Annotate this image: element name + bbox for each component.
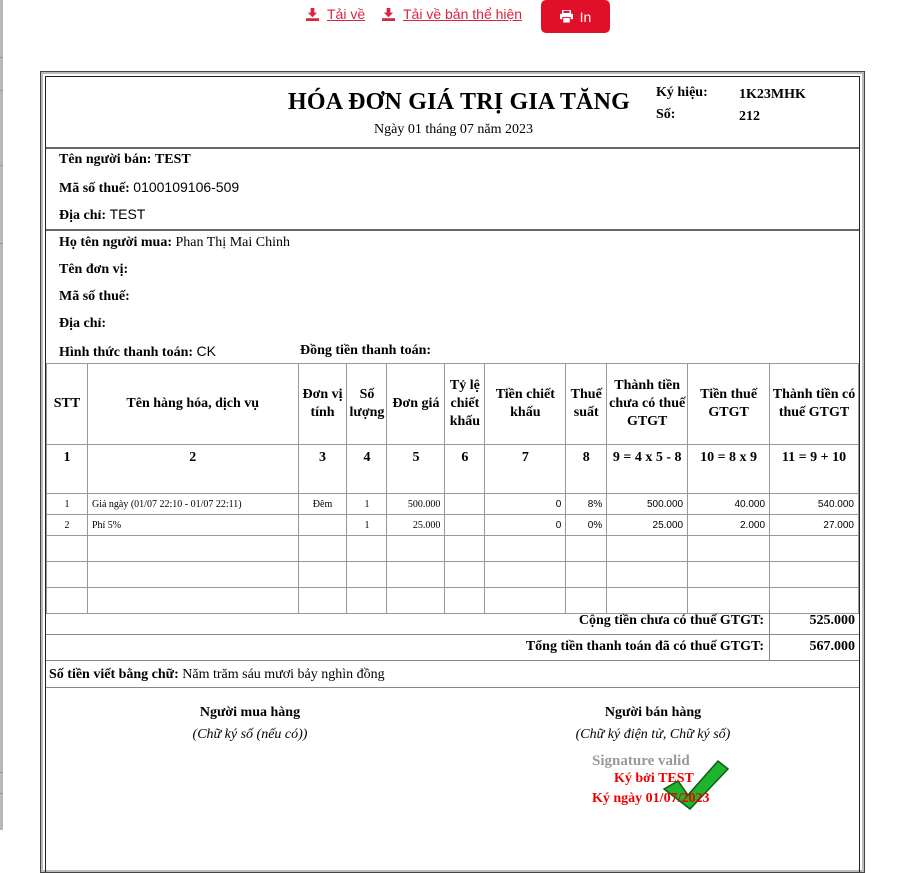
seller-tax bbox=[59, 179, 239, 197]
empty-row bbox=[47, 562, 859, 588]
col-number: 1 bbox=[47, 445, 88, 494]
cell-qty: 1 bbox=[347, 494, 387, 515]
download-view-label: Tải về bản thể hiện bbox=[403, 6, 523, 22]
col-number: 6 bbox=[445, 445, 485, 494]
buyer-name-value: Phan Thị Mai Chinh bbox=[175, 235, 290, 250]
printer-icon bbox=[560, 10, 573, 23]
items-table bbox=[46, 363, 859, 614]
buyer-address-label: Địa chỉ: bbox=[59, 316, 107, 331]
col-number: 11 = 9 + 10 bbox=[770, 445, 859, 494]
invoice-body bbox=[45, 76, 860, 872]
seller-name-label: Tên người bán: bbox=[59, 152, 152, 167]
buyer-tax bbox=[59, 289, 130, 305]
number-value: 212 bbox=[739, 109, 760, 124]
cell-vat-rate: 8% bbox=[566, 494, 607, 515]
col-header: Tiền thuế GTGT bbox=[688, 364, 770, 445]
grand-total-row bbox=[46, 635, 859, 661]
invoice bbox=[40, 71, 865, 873]
col-header: Tỷ lệ chiết khấu bbox=[445, 364, 485, 445]
cell-disc-rate bbox=[445, 515, 485, 536]
seller-name bbox=[59, 152, 191, 168]
signed-by: Ký bởi TEST bbox=[614, 771, 694, 786]
buyer-signature bbox=[150, 705, 350, 743]
col-number: 5 bbox=[387, 445, 445, 494]
cell-stt: 1 bbox=[47, 494, 88, 515]
buyer-sign-sub: (Chữ ký số (nếu có)) bbox=[192, 727, 308, 742]
download-view-link[interactable] bbox=[382, 6, 522, 22]
seller-address-value: TEST bbox=[109, 206, 146, 222]
cell-pre-tax: 25.000 bbox=[607, 515, 688, 536]
buyer-section bbox=[46, 231, 859, 363]
col-header: Thành tiền chưa có thuế GTGT bbox=[607, 364, 688, 445]
seller-name-value: TEST bbox=[154, 152, 191, 167]
col-header: Số lượng bbox=[347, 364, 387, 445]
cell-total: 27.000 bbox=[770, 515, 859, 536]
col-header: Tên hàng hóa, dịch vụ bbox=[87, 364, 298, 445]
download-icon bbox=[382, 8, 395, 21]
download-link[interactable] bbox=[306, 6, 365, 22]
grand-total-label: Tổng tiền thanh toán đã có thuế GTGT: bbox=[525, 639, 764, 654]
cell-name: Phí 5% bbox=[87, 515, 298, 536]
download-label: Tải về bbox=[327, 6, 366, 22]
col-header: Tiền chiết khấu bbox=[485, 364, 566, 445]
cell-vat: 40.000 bbox=[688, 494, 770, 515]
buyer-tax-label: Mã số thuế: bbox=[59, 289, 130, 304]
table-row bbox=[47, 494, 859, 515]
col-number: 9 = 4 x 5 - 8 bbox=[607, 445, 688, 494]
col-number: 2 bbox=[87, 445, 298, 494]
cell-disc-amount: 0 bbox=[485, 494, 566, 515]
cell-name: Giá ngày (01/07 22:10 - 01/07 22:11) bbox=[87, 494, 298, 515]
signed-on: Ký ngày 01/07/2023 bbox=[592, 791, 710, 806]
totals-section bbox=[46, 609, 859, 661]
seller-sign-sub: (Chữ ký điện tử, Chữ ký số) bbox=[575, 727, 731, 742]
buyer-name bbox=[59, 235, 290, 251]
cell-stt: 2 bbox=[47, 515, 88, 536]
col-number: 10 = 8 x 9 bbox=[688, 445, 770, 494]
toolbar bbox=[0, 0, 899, 36]
cell-qty: 1 bbox=[347, 515, 387, 536]
words-value: Năm trăm sáu mươi bảy nghìn đồng bbox=[182, 667, 385, 682]
seller-address-label: Địa chỉ: bbox=[59, 208, 107, 223]
signature-stamp[interactable] bbox=[592, 753, 742, 813]
seller-tax-value: 0100109106-509 bbox=[133, 179, 240, 195]
col-number: 7 bbox=[485, 445, 566, 494]
empty-row bbox=[47, 536, 859, 562]
cell-disc-amount: 0 bbox=[485, 515, 566, 536]
buyer-name-label: Họ tên người mua: bbox=[59, 235, 172, 250]
payment-label: Hình thức thanh toán: bbox=[59, 345, 194, 360]
col-number: 3 bbox=[298, 445, 347, 494]
seller-section bbox=[46, 149, 859, 231]
cell-price: 25.000 bbox=[387, 515, 445, 536]
table-header-row bbox=[47, 364, 859, 445]
symbol-label: Ký hiệu: bbox=[656, 85, 708, 100]
cell-disc-rate bbox=[445, 494, 485, 515]
words-label: Số tiền viết bằng chữ: bbox=[49, 667, 179, 682]
print-button[interactable] bbox=[541, 0, 610, 33]
buyer-sign-title: Người mua hàng bbox=[199, 705, 301, 720]
subtotal-row bbox=[46, 609, 859, 635]
buyer-address bbox=[59, 316, 106, 332]
seller-address bbox=[59, 206, 145, 224]
invoice-date: Ngày 01 tháng 07 năm 2023 bbox=[374, 122, 534, 137]
signature-valid-text: Signature valid bbox=[592, 753, 690, 769]
cell-price: 500.000 bbox=[387, 494, 445, 515]
symbol-value: 1K23MHK bbox=[739, 87, 806, 102]
col-header: Thành tiền có thuế GTGT bbox=[770, 364, 859, 445]
col-header: STT bbox=[47, 364, 88, 445]
download-icon bbox=[306, 8, 319, 21]
subtotal-label: Cộng tiền chưa có thuế GTGT: bbox=[578, 613, 764, 628]
seller-sign-title: Người bán hàng bbox=[604, 705, 702, 720]
grand-total-value: 567.000 bbox=[809, 639, 855, 654]
currency-label: Đồng tiền thanh toán: bbox=[300, 343, 432, 358]
buyer-unit-label: Tên đơn vị: bbox=[59, 262, 129, 277]
col-number: 8 bbox=[566, 445, 607, 494]
cell-unit: Đêm bbox=[298, 494, 347, 515]
cell-vat-rate: 0% bbox=[566, 515, 607, 536]
cell-pre-tax: 500.000 bbox=[607, 494, 688, 515]
invoice-header bbox=[46, 77, 859, 149]
col-header: Thuế suất bbox=[566, 364, 607, 445]
buyer-currency bbox=[300, 343, 431, 359]
payment-value: CK bbox=[196, 343, 216, 359]
buyer-payment bbox=[59, 343, 216, 361]
invoice-title: HÓA ĐƠN GIÁ TRỊ GIA TĂNG bbox=[288, 89, 630, 115]
col-header: Đơn vị tính bbox=[298, 364, 347, 445]
subtotal-value: 525.000 bbox=[809, 613, 855, 628]
cell-vat: 2.000 bbox=[688, 515, 770, 536]
buyer-unit bbox=[59, 262, 128, 278]
amount-in-words bbox=[46, 663, 859, 688]
cell-total: 540.000 bbox=[770, 494, 859, 515]
table-number-row bbox=[47, 445, 859, 494]
cell-unit bbox=[298, 515, 347, 536]
col-number: 4 bbox=[347, 445, 387, 494]
seller-signature bbox=[543, 705, 763, 743]
col-header: Đơn giá bbox=[387, 364, 445, 445]
table-row bbox=[47, 515, 859, 536]
seller-tax-label: Mã số thuế: bbox=[59, 181, 130, 196]
print-label: In bbox=[579, 8, 592, 25]
number-label: Số: bbox=[656, 107, 676, 122]
scrollbar[interactable] bbox=[0, 0, 3, 830]
